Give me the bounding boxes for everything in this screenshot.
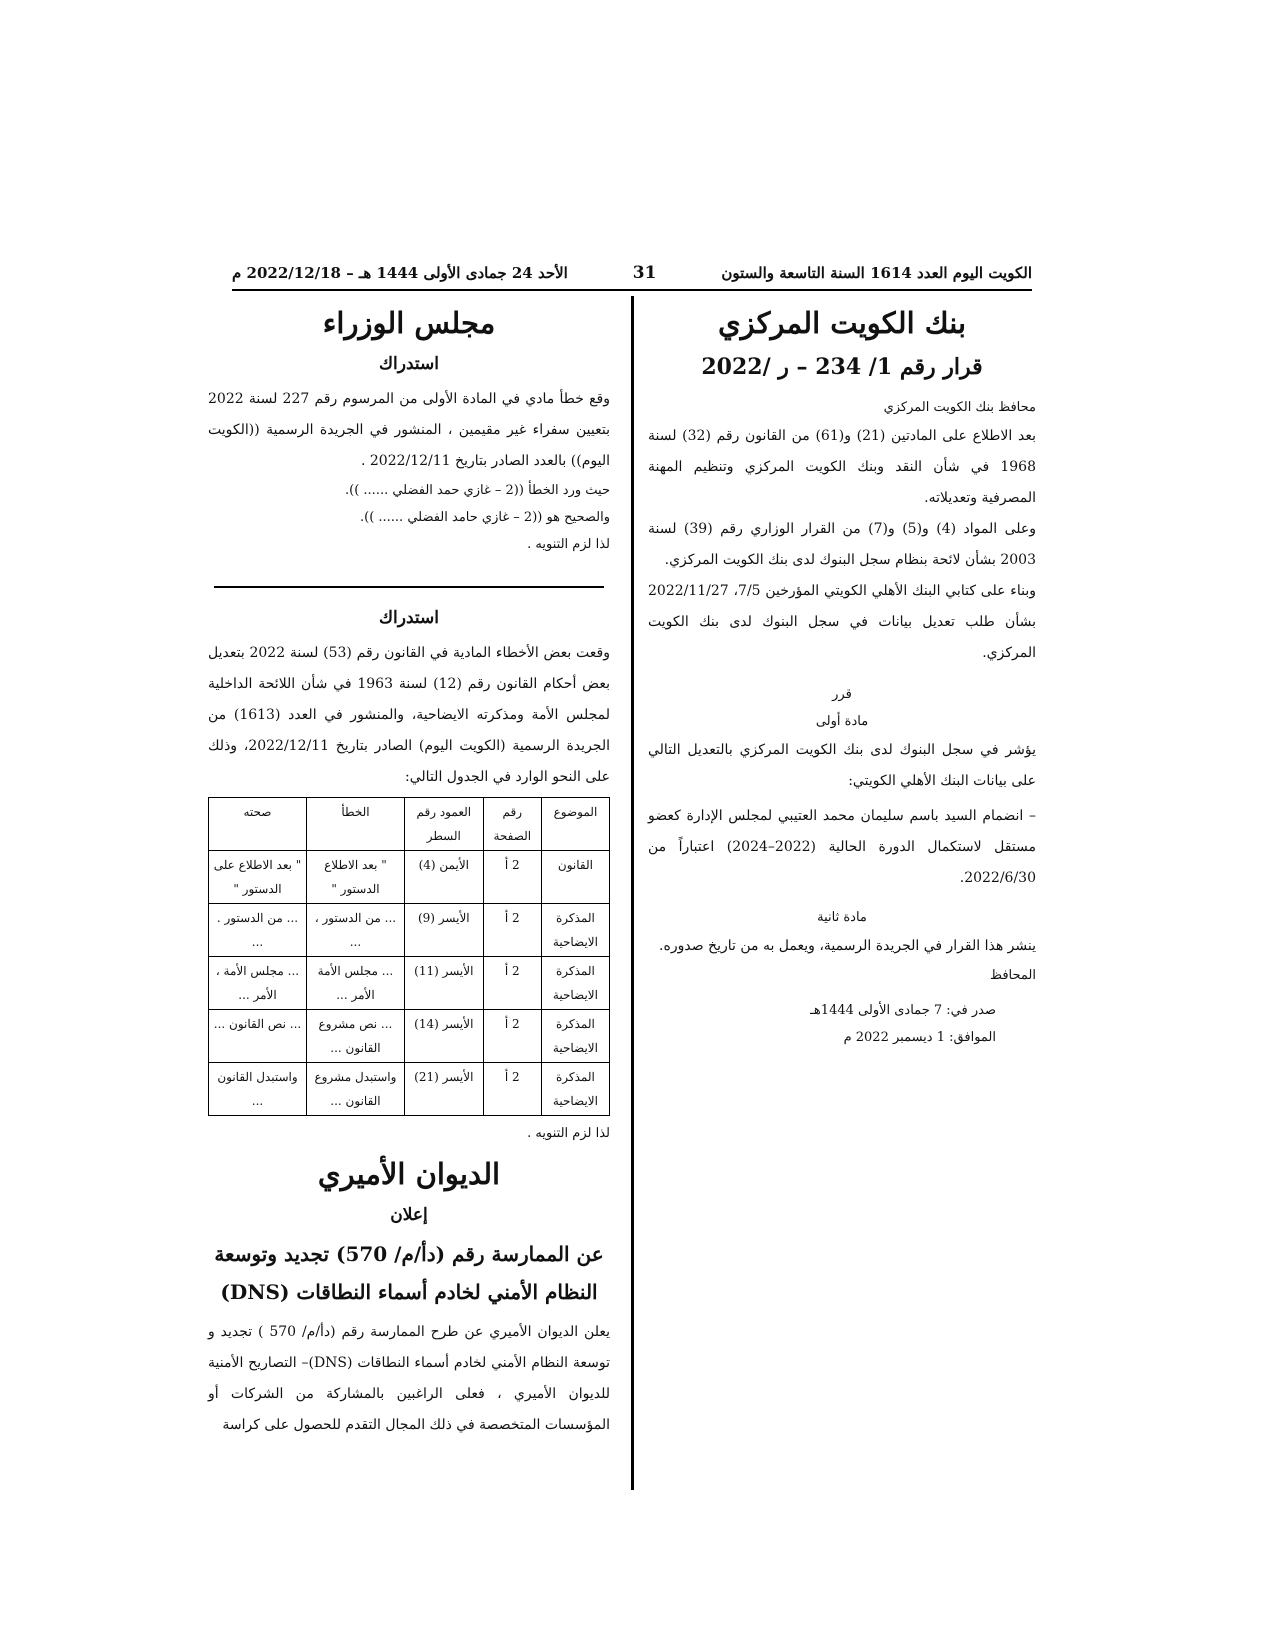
table-cell: ... مجلس الأمة ، الأمر ...: [209, 957, 307, 1010]
table-cell: القانون: [541, 851, 609, 904]
tender-text: يعلن الديوان الأميري عن طرح الممارسة رقم (دأ/م/ 570 ) تجديد و توسعة النظام الأمني لخادم أسماء النطاقات (DNS)– التصاريح الأمنية للديوان الأميري ، فعلى الراغبين بالمشاركة من الشركات أو المؤسسات المتخصصة في ذلك المجال التقدم للحصول على كراسة: [208, 1324, 610, 1433]
corrections-table: [208, 797, 610, 1116]
header-rule: [232, 289, 1032, 291]
article-two-text: ينشر هذا القرار في الجريدة الرسمية، ويعمل به من تاريخ صدوره.: [659, 938, 1036, 954]
page-header: [232, 258, 1032, 288]
table-cell: ... من الدستور ، ...: [306, 904, 404, 957]
issue-info: الكويت اليوم العدد 1614 السنة التاسعة والستون: [721, 264, 1032, 282]
council-title: مجلس الوزراء: [322, 306, 496, 340]
issued-date: صدر في: 7 جمادى الأولى 1444هـ: [810, 1003, 996, 1018]
table-cell: ... مجلس الأمة الأمر ...: [306, 957, 404, 1010]
correction-two-note: لذا لزم التنويه .: [527, 1126, 610, 1141]
governor-line: محافظ بنك الكويت المركزي: [883, 400, 1036, 415]
table-cell: 2 أ: [483, 1063, 541, 1116]
table-row: [209, 851, 610, 904]
table-header: العمود رقم السطر: [404, 798, 483, 851]
section-separator: [214, 586, 604, 588]
table-cell: الأيمن (4): [404, 851, 483, 904]
tender-heading: عن الممارسة رقم (دأ/م/ 570) تجديد وتوسعة النظام الأمني لخادم أسماء النطاقات (DNS): [214, 1242, 604, 1304]
announcement-label: إعلان: [390, 1205, 428, 1225]
amiri-diwan-title: الديوان الأميري: [317, 1157, 501, 1191]
table-cell: الأيسر (14): [404, 1010, 483, 1063]
article-one-text: يؤشر في سجل البنوك لدى بنك الكويت المركزي بالتعديل التالي على بيانات البنك الأهلي الكويتي:: [648, 742, 1036, 789]
corresponding-date: الموافق: 1 ديسمبر 2022 م: [843, 1030, 996, 1045]
table-header-row: [209, 798, 610, 851]
correction-two-title: استدراك: [379, 608, 439, 628]
table-cell: الأيسر (21): [404, 1063, 483, 1116]
table-cell: الأيسر (9): [404, 904, 483, 957]
table-cell: 2 أ: [483, 957, 541, 1010]
table-cell: " بعد الاطلاع على الدستور ": [209, 851, 307, 904]
table-cell: 2 أ: [483, 851, 541, 904]
table-cell: الأيسر (11): [404, 957, 483, 1010]
article-one-item: – انضمام السيد باسم سليمان محمد العتيبي لمجلس الإدارة كعضو مستقل لاستكمال الدورة الحالية (2022–2024) اعتباراً من 2022/6/30.: [648, 808, 1036, 886]
correction-one-title: استدراك: [379, 354, 439, 374]
table-cell: ... نص القانون ...: [209, 1010, 307, 1063]
table-header: الخطأ: [306, 798, 404, 851]
table-cell: المذكرة الايضاحية: [541, 904, 609, 957]
header-date: الأحد 24 جمادى الأولى 1444 هـ – 2022/12/18 م: [232, 264, 568, 282]
correction-one-right: والصحيح هو ((2 – غازي حامد الفضلي ...... )).: [359, 510, 610, 525]
correction-one-text: وقع خطأ مادي في المادة الأولى من المرسوم رقم 227 لسنة 2022 بتعيين سفراء غير مقيمين ، المنشور في الجريدة الرسمية ((الكويت اليوم)) بالعدد الصادر بتاريخ 2022/12/11 .: [208, 391, 610, 469]
page-number: 31: [632, 263, 657, 283]
table-cell: 2 أ: [483, 904, 541, 957]
signature: المحافظ: [990, 968, 1036, 983]
table-cell: ... من الدستور . ...: [209, 904, 307, 957]
correction-one-wrong: حيث ورد الخطأ ((2 – غازي حمد الفضلي ...... )).: [345, 483, 610, 498]
article-one-title: مادة أولى: [815, 714, 869, 729]
table-cell: واستبدل القانون ...: [209, 1063, 307, 1116]
table-cell: 2 أ: [483, 1010, 541, 1063]
preamble-paragraph: وعلى المواد (4) و(5) و(7) من القرار الوزاري رقم (39) لسنة 2003 بشأن لائحة بنظام سجل البنوك لدى بنك الكويت المركزي.: [648, 521, 1036, 568]
preamble-paragraph: وبناء على كتابي البنك الأهلي الكويتي المؤرخين 7/5، 2022/11/27 بشأن طلب تعديل بيانات في سجل البنوك لدى بنك الكويت المركزي.: [648, 583, 1036, 661]
table-row: [209, 904, 610, 957]
table-header: رقم الصفحة: [483, 798, 541, 851]
table-cell: ... نص مشروع القانون ...: [306, 1010, 404, 1063]
central-bank-title: بنك الكويت المركزي: [717, 306, 967, 340]
central-bank-column: [648, 300, 1036, 1051]
table-cell: " بعد الاطلاع الدستور ": [306, 851, 404, 904]
article-two-title: مادة ثانية: [817, 910, 867, 925]
column-divider: [631, 296, 634, 1490]
council-column: [208, 300, 610, 1441]
table-row: [209, 1063, 610, 1116]
preamble-paragraph: بعد الاطلاع على المادتين (21) و(61) من القانون رقم (32) لسنة 1968 في شأن النقد وبنك الكويت المركزي وتنظيم المهنة المصرفية وتعديلاته.: [648, 428, 1036, 506]
table-cell: واستبدل مشروع القانون ...: [306, 1063, 404, 1116]
correction-two-text: وقعت بعض الأخطاء المادية في القانون رقم (53) لسنة 2022 بتعديل بعض أحكام القانون رقم (12) لسنة 1963 في شأن اللائحة الداخلية لمجلس الأمة ومذكرته الايضاحية، والمنشور في العدد (1613) من الجريدة الرسمية (الكويت اليوم) الصادر بتاريخ 2022/12/11، وذلك على النحو الوارد في الجدول التالي:: [208, 645, 610, 785]
decided-label: قرر: [832, 687, 852, 702]
table-row: [209, 957, 610, 1010]
correction-one-note: لذا لزم التنويه .: [527, 537, 610, 552]
table-header: صحته: [209, 798, 307, 851]
table-row: [209, 1010, 610, 1063]
table-cell: المذكرة الايضاحية: [541, 957, 609, 1010]
table-header: الموضوع: [541, 798, 609, 851]
table-cell: المذكرة الايضاحية: [541, 1063, 609, 1116]
table-cell: المذكرة الايضاحية: [541, 1010, 609, 1063]
decision-number: قرار رقم 1/ 234 – ر /2022: [701, 354, 983, 380]
